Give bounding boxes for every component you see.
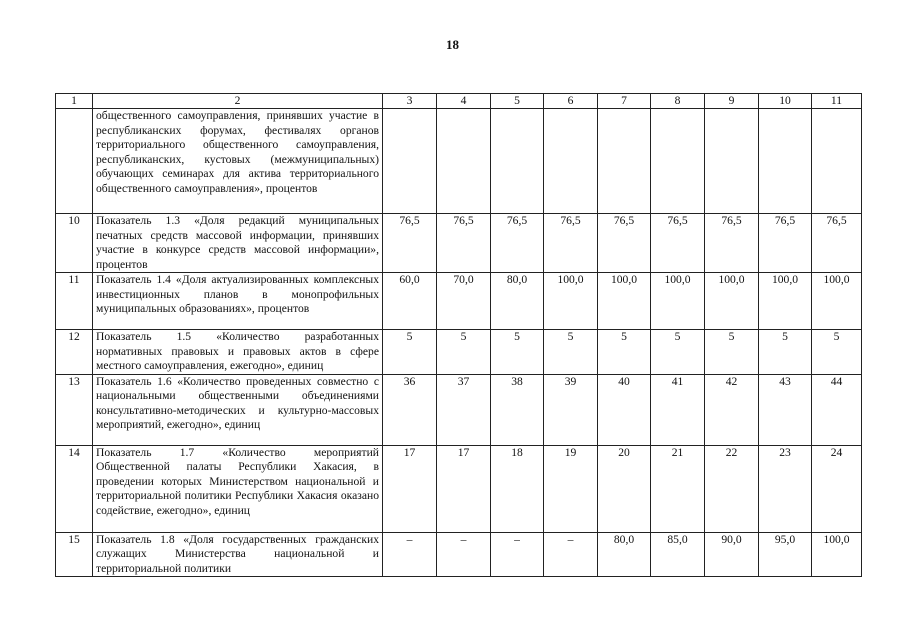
indicator-value: 100,0 xyxy=(544,273,598,330)
table-body xyxy=(56,94,862,577)
indicator-value: 38 xyxy=(491,374,544,445)
indicator-value: 5 xyxy=(812,330,862,375)
page-number: 18 xyxy=(446,37,459,52)
indicator-description: Показатель 1.8 «Доля государственных гражданских служащих Министерства национальной и территориальной политики xyxy=(93,532,383,577)
column-header: 9 xyxy=(705,94,759,109)
indicator-value: – xyxy=(437,532,491,577)
indicator-value: 37 xyxy=(437,374,491,445)
table-row xyxy=(56,532,862,577)
column-header: 7 xyxy=(598,94,651,109)
indicator-value: 5 xyxy=(705,330,759,375)
indicator-value: – xyxy=(383,532,437,577)
indicator-description: общественного самоуправления, принявших участие в республиканских форумах, фестивалях органов территориального общественного самоуправления, республиканских, кустовых (межмуниципальных) обучающих семинарах для актива территориального общественного самоуправления», процентов xyxy=(93,109,383,214)
column-header: 4 xyxy=(437,94,491,109)
indicator-value: 44 xyxy=(812,374,862,445)
column-header: 3 xyxy=(383,94,437,109)
indicator-value: 39 xyxy=(544,374,598,445)
indicator-value: 21 xyxy=(651,445,705,532)
table-row xyxy=(56,445,862,532)
indicator-value xyxy=(598,109,651,214)
indicator-description: Показатель 1.7 «Количество мероприятий Общественной палаты Республики Хакасия, в проведении которых Министерством национальной и территориальной политики Республики Хакасия оказано содействие, ежегодно», единиц xyxy=(93,445,383,532)
indicator-value: 100,0 xyxy=(759,273,812,330)
indicator-description: Показатель 1.5 «Количество разработанных нормативных правовых и правовых актов в сфере местного самоуправления, ежегодно», единиц xyxy=(93,330,383,375)
row-number: 12 xyxy=(56,330,93,375)
indicator-value: 20 xyxy=(598,445,651,532)
column-header: 11 xyxy=(812,94,862,109)
indicator-value: 5 xyxy=(491,330,544,375)
indicator-value: 70,0 xyxy=(437,273,491,330)
indicator-value: 41 xyxy=(651,374,705,445)
indicator-value: 17 xyxy=(437,445,491,532)
indicator-value: 22 xyxy=(705,445,759,532)
indicator-value: 95,0 xyxy=(759,532,812,577)
row-number: 13 xyxy=(56,374,93,445)
indicator-value: 76,5 xyxy=(544,214,598,273)
indicator-value: 23 xyxy=(759,445,812,532)
indicator-value: 5 xyxy=(598,330,651,375)
indicator-value: 42 xyxy=(705,374,759,445)
column-header: 5 xyxy=(491,94,544,109)
indicator-value: 76,5 xyxy=(383,214,437,273)
table-row xyxy=(56,109,862,214)
column-header: 1 xyxy=(56,94,93,109)
indicator-value xyxy=(437,109,491,214)
indicator-value: 19 xyxy=(544,445,598,532)
indicator-value: 60,0 xyxy=(383,273,437,330)
indicator-value: 43 xyxy=(759,374,812,445)
row-number: 10 xyxy=(56,214,93,273)
indicator-value xyxy=(705,109,759,214)
indicators-table xyxy=(55,93,862,577)
indicator-value xyxy=(812,109,862,214)
indicator-value: 100,0 xyxy=(812,273,862,330)
indicator-value: 80,0 xyxy=(491,273,544,330)
indicator-value: 36 xyxy=(383,374,437,445)
indicator-value: 100,0 xyxy=(812,532,862,577)
indicator-value: 85,0 xyxy=(651,532,705,577)
indicator-value: 76,5 xyxy=(491,214,544,273)
indicator-value: 24 xyxy=(812,445,862,532)
table-row xyxy=(56,330,862,375)
row-number xyxy=(56,109,93,214)
indicator-value: 100,0 xyxy=(651,273,705,330)
indicator-value: 40 xyxy=(598,374,651,445)
indicator-value: 90,0 xyxy=(705,532,759,577)
indicator-value xyxy=(383,109,437,214)
row-number: 11 xyxy=(56,273,93,330)
indicator-value: 18 xyxy=(491,445,544,532)
indicator-value xyxy=(544,109,598,214)
indicator-value xyxy=(651,109,705,214)
indicator-value: 5 xyxy=(544,330,598,375)
indicator-description: Показатель 1.4 «Доля актуализированных комплексных инвестиционных планов в монопрофильных муниципальных образованиях», процентов xyxy=(93,273,383,330)
indicator-value: 100,0 xyxy=(598,273,651,330)
indicator-value: 76,5 xyxy=(759,214,812,273)
indicator-value: – xyxy=(491,532,544,577)
indicator-value: 5 xyxy=(651,330,705,375)
indicator-value: 76,5 xyxy=(437,214,491,273)
indicator-value: 76,5 xyxy=(598,214,651,273)
indicator-value: 76,5 xyxy=(812,214,862,273)
column-header: 6 xyxy=(544,94,598,109)
indicator-value xyxy=(491,109,544,214)
indicator-value: – xyxy=(544,532,598,577)
table-row xyxy=(56,273,862,330)
indicator-value: 5 xyxy=(759,330,812,375)
table-header-row xyxy=(56,94,862,109)
row-number: 15 xyxy=(56,532,93,577)
table-row xyxy=(56,214,862,273)
column-header: 2 xyxy=(93,94,383,109)
indicator-description: Показатель 1.6 «Количество проведенных совместно с национальными общественными объединениями консультативно-методических и культурно-массовых мероприятий, ежегодно», единиц xyxy=(93,374,383,445)
indicator-value xyxy=(759,109,812,214)
indicator-value: 5 xyxy=(437,330,491,375)
indicator-value: 100,0 xyxy=(705,273,759,330)
indicator-value: 17 xyxy=(383,445,437,532)
indicator-value: 76,5 xyxy=(651,214,705,273)
indicator-value: 80,0 xyxy=(598,532,651,577)
indicator-description: Показатель 1.3 «Доля редакций муниципальных печатных средств массовой информации, принявших участие в конкурсе средств массовой информации», процентов xyxy=(93,214,383,273)
column-header: 10 xyxy=(759,94,812,109)
row-number: 14 xyxy=(56,445,93,532)
indicator-value: 5 xyxy=(383,330,437,375)
indicator-value: 76,5 xyxy=(705,214,759,273)
table-row xyxy=(56,374,862,445)
column-header: 8 xyxy=(651,94,705,109)
